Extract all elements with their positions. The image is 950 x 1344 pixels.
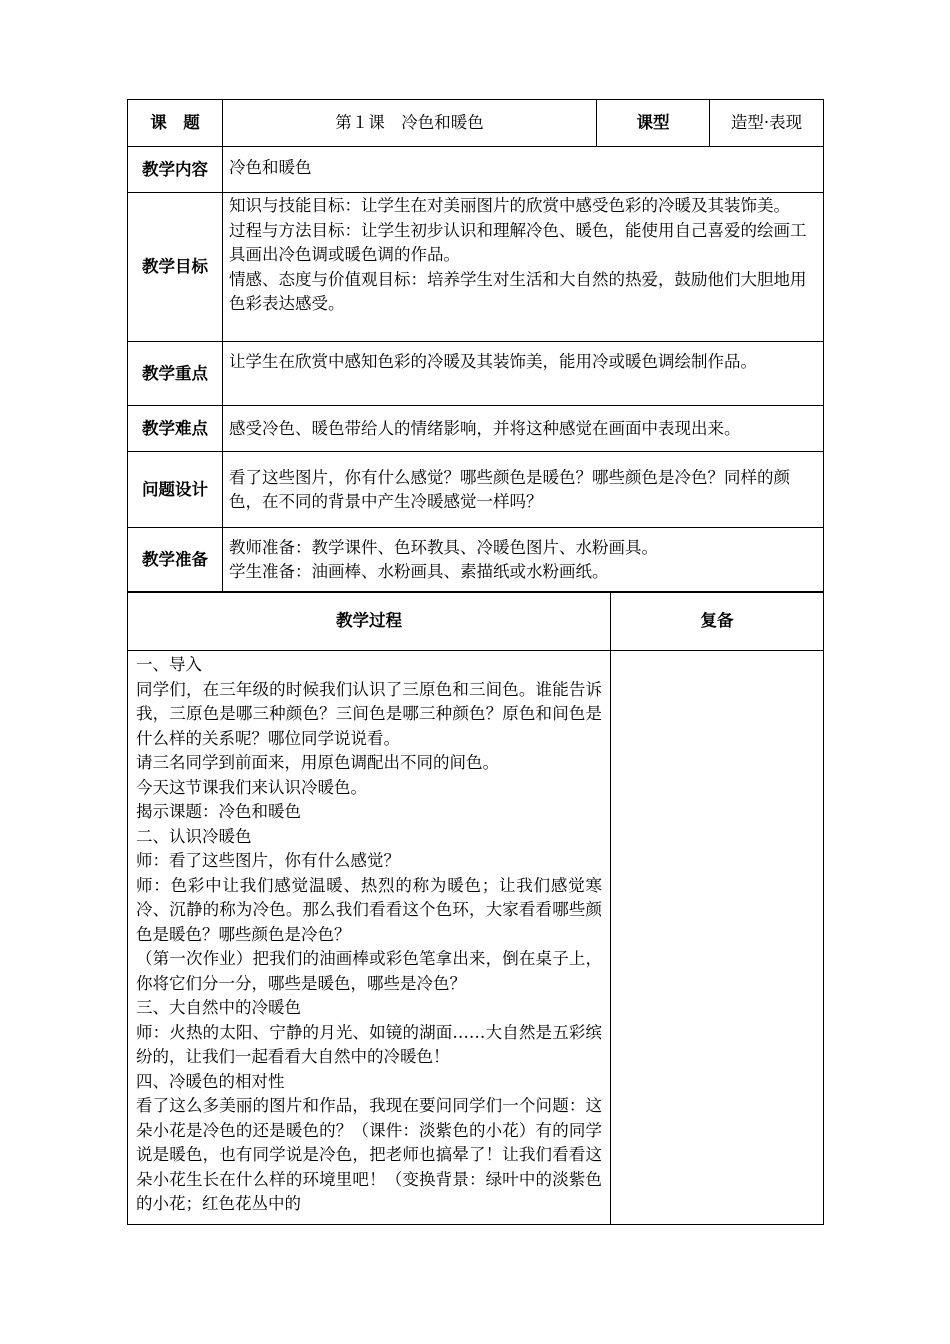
question-row — [128, 452, 824, 528]
objective-emotion: 情感、态度与价值观目标：培养学生对生活和大自然的热爱，鼓励他们大胆地用色彩表达感受。 — [229, 269, 807, 313]
teacher-preparation: 教师准备：教学课件、色环教具、冷暖色图片、水粉画具。 — [229, 538, 658, 557]
content-label: 教学内容 — [128, 147, 223, 193]
content-value — [223, 147, 824, 193]
intro-activity: 请三名同学到前面来，用原色调配出不同的间色。 — [136, 753, 499, 772]
difficulty-row — [128, 406, 824, 452]
objectives-label: 教学目标 — [128, 193, 223, 342]
process-body-row — [128, 651, 824, 1225]
difficulty-label: 教学难点 — [128, 406, 223, 452]
preparation-value — [223, 528, 824, 593]
key-point-value — [223, 342, 824, 406]
intro-question: 同学们，在三年级的时候我们认识了三原色和三间色。谁能告诉我，三原色是哪三种颜色？三间色是哪三种颜色？原色和间色是什么样的关系呢？哪位同学说说看。 — [136, 679, 602, 748]
key-point-label: 教学重点 — [128, 342, 223, 406]
key-point-row — [128, 342, 824, 406]
topic-row — [128, 100, 824, 147]
question-text: 看了这些图片，你有什么感觉？哪些颜色是暖色？哪些颜色是冷色？同样的颜色，在不同的背景中产生冷暖感觉一样吗？ — [229, 467, 790, 511]
process-content — [128, 651, 611, 1225]
question-value — [223, 452, 824, 528]
objectives-row — [128, 193, 824, 342]
process-header-row — [128, 592, 824, 651]
content-row — [128, 147, 824, 193]
process-header: 教学过程 — [128, 592, 611, 651]
student-preparation: 学生准备：油画棒、水粉画具、素描纸或水粉画纸。 — [229, 562, 609, 581]
objective-process: 过程与方法目标：让学生初步认识和理解冷色、暖色，能使用自己喜爱的绘画工具画出冷色调或暖色调的作品。 — [229, 220, 807, 264]
difficulty-value — [223, 406, 824, 452]
section-nature-heading: 三、大自然中的冷暖色 — [136, 998, 301, 1017]
question-label: 问题设计 — [128, 452, 223, 528]
objectives-value — [223, 193, 824, 342]
type-label: 课型 — [597, 100, 710, 147]
intro-topic: 揭示课题：冷色和暖色 — [136, 802, 301, 821]
preparation-label: 教学准备 — [128, 528, 223, 593]
topic-label: 课 题 — [128, 100, 223, 147]
key-point-text: 让学生在欣赏中感知色彩的冷暖及其装饰美，能用冷或暖色调绘制作品。 — [229, 352, 757, 371]
preparation-row — [128, 528, 824, 593]
section-recognize-heading: 二、认识冷暖色 — [136, 826, 252, 846]
section-relativity-heading: 四、冷暖色的相对性 — [136, 1071, 285, 1091]
recognize-question: 师：看了这些图片，你有什么感觉？ — [136, 851, 400, 870]
intro-today: 今天这节课我们来认识冷暖色。 — [136, 777, 367, 797]
difficulty-text: 感受冷色、暖色带给人的情绪影响，并将这种感觉在画面中表现出来。 — [229, 418, 741, 438]
recognize-explain: 师：色彩中让我们感觉温暖、热烈的称为暖色；让我们感觉寒冷、沉静的称为冷色。那么我们看看这个色环，大家看看哪些颜色是暖色？哪些颜色是冷色？ — [136, 875, 602, 944]
topic-value: 第１课 冷色和暖色 — [223, 100, 597, 147]
lesson-info-table — [127, 99, 824, 593]
nature-text: 师：火热的太阳、宁静的月光、如镜的湖面……大自然是五彩缤纷的，让我们一起看看大自然中的冷暖色！ — [136, 1022, 602, 1066]
content-line: 冷色和暖色 — [229, 158, 312, 177]
objective-knowledge: 知识与技能目标：让学生在对美丽图片的欣赏中感受色彩的冷暖及其装饰美。 — [229, 196, 790, 215]
first-assignment: （第一次作业）把我们的油画棒或彩色笔拿出来，倒在桌子上，你将它们分一分，哪些是暖色，哪些是冷色？ — [136, 949, 602, 993]
review-content — [611, 651, 824, 1225]
review-header: 复备 — [611, 592, 824, 651]
type-value: 造型·表现 — [710, 100, 824, 147]
teaching-process-table — [127, 591, 824, 1225]
section-intro-heading: 一、导入 — [136, 655, 202, 674]
relativity-text: 看了这么多美丽的图片和作品，我现在要问同学们一个问题：这朵小花是冷色的还是暖色的？（课件：淡紫色的小花）有的同学说是暖色，也有同学说是冷色，把老师也搞晕了！让我们看看这朵小花生长在什么样的环境里吧！（变换背景：绿叶中的淡紫色的小花；红色花丛中的 — [136, 1096, 602, 1213]
